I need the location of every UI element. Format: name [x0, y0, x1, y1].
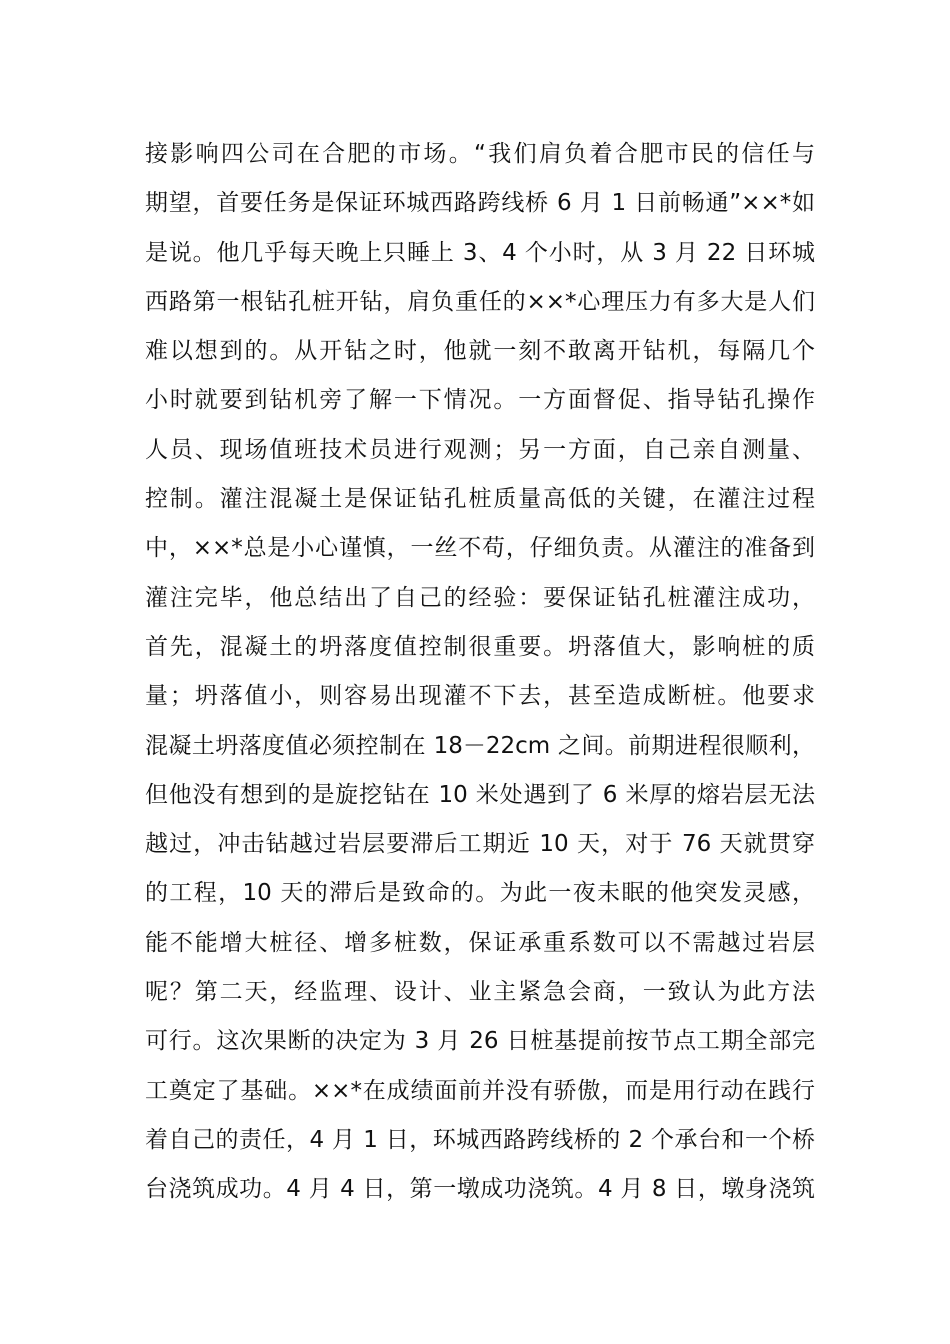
- text-line: 着自己的责任，4 月 1 日，环城西路跨线桥的 2 个承台和一个桥: [145, 1126, 815, 1153]
- text-line: 但他没有想到的是旋挖钻在 10 米处遇到了 6 米厚的熔岩层无法: [145, 781, 815, 808]
- text-line: 中，××*总是小心谨慎，一丝不苟，仔细负责。从灌注的准备到: [145, 535, 815, 562]
- text-line: 量；坍落值小，则容易出现灌不下去，甚至造成断桩。他要求: [145, 683, 815, 710]
- text-line: 越过，冲击钻越过岩层要滞后工期近 10 天，对于 76 天就贯穿: [145, 831, 815, 858]
- text-line: 接影响四公司在合肥的市场。“我们肩负着合肥市民的信任与: [145, 141, 815, 167]
- body-text: [145, 130, 815, 1215]
- text-line: 灌注完毕，他总结出了自己的经验：要保证钻孔桩灌注成功，: [145, 584, 815, 611]
- text-line: 首先，混凝土的坍落度值控制很重要。坍落值大，影响桩的质: [145, 633, 815, 660]
- text-line: 呢？第二天，经监理、设计、业主紧急会商，一致认为此方法: [145, 979, 815, 1006]
- text-line: 期望，首要任务是保证环城西路跨线桥 6 月 1 日前畅通”××*如: [145, 190, 815, 217]
- text-line: 工奠定了基础。××*在成绩面前并没有骄傲，而是用行动在践行: [145, 1077, 815, 1104]
- text-line: 难以想到的。从开钻之时，他就一刻不敢离开钻机，每隔几个: [145, 338, 815, 365]
- text-line: 可行。这次果断的决定为 3 月 26 日桩基提前按节点工期全部完: [145, 1028, 815, 1055]
- text-line: 的工程，10 天的滞后是致命的。为此一夜未眠的他突发灵感，: [145, 880, 815, 907]
- text-line: 控制。灌注混凝土是保证钻孔桩质量高低的关键，在灌注过程: [145, 486, 815, 513]
- text-line: 能不能增大桩径、增多桩数，保证承重系数可以不需越过岩层: [145, 929, 815, 956]
- text-line: 人员、现场值班技术员进行观测；另一方面，自己亲自测量、: [145, 436, 815, 463]
- text-line: 是说。他几乎每天晚上只睡上 3、4 个小时，从 3 月 22 日环城: [145, 239, 815, 266]
- text-line: 西路第一根钻孔桩开钻，肩负重任的××*心理压力有多大是人们: [145, 288, 815, 315]
- text-line: 小时就要到钻机旁了解一下情况。一方面督促、指导钻孔操作: [145, 387, 815, 414]
- text-line: 台浇筑成功。4 月 4 日，第一墩成功浇筑。4 月 8 日，墩身浇筑: [145, 1176, 815, 1203]
- text-line: 混凝土坍落度值必须控制在 18－22cm 之间。前期进程很顺利，: [145, 732, 815, 759]
